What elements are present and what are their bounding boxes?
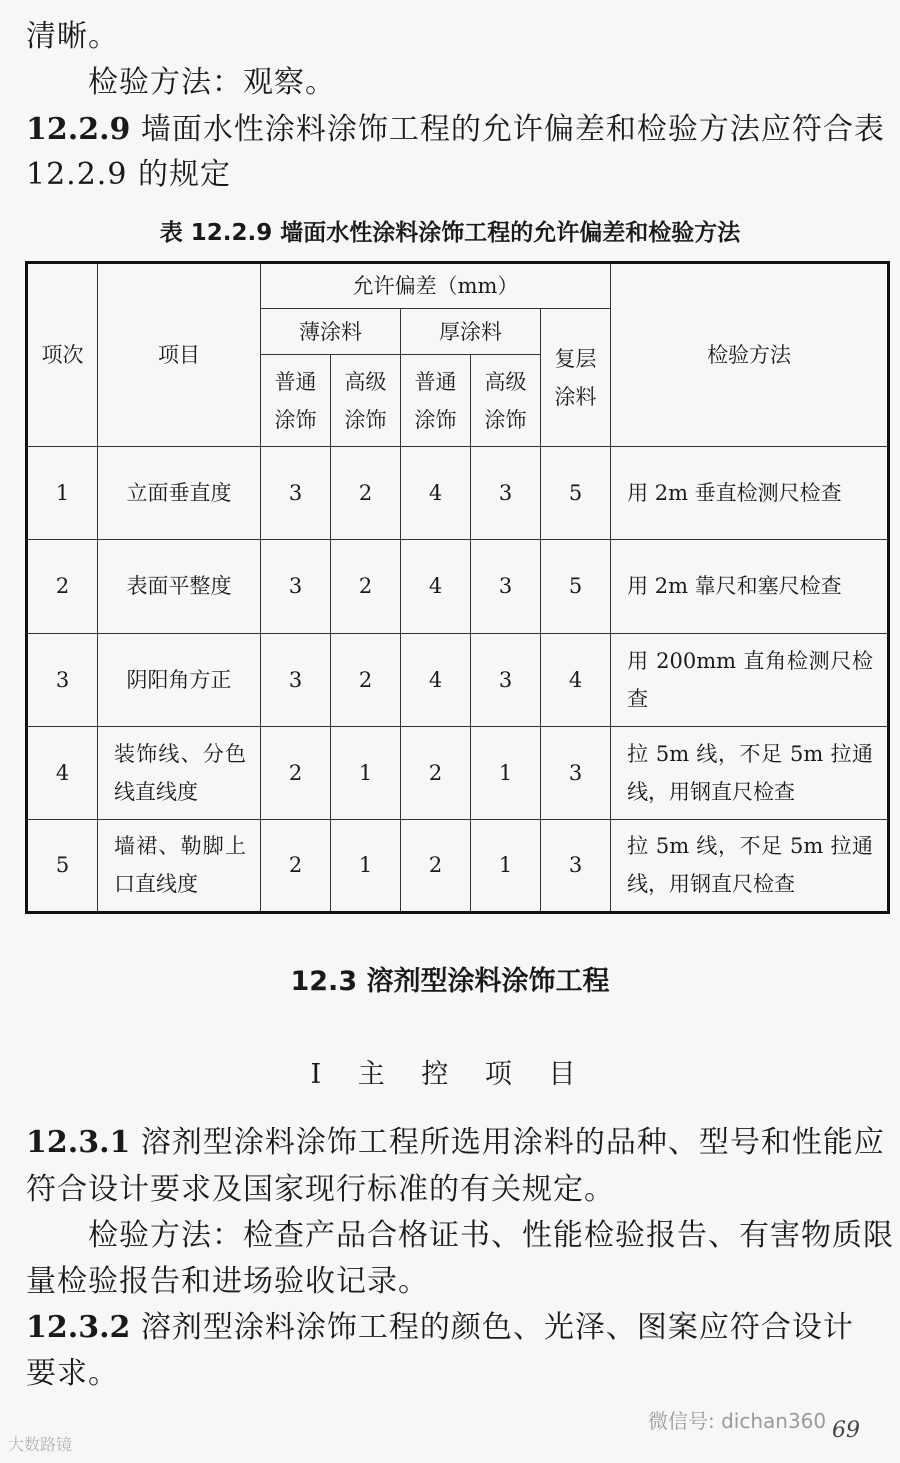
text-line: 清晰。 — [26, 19, 119, 54]
header-thick-coating: 厚涂料 — [401, 309, 541, 355]
text-line: 要求。 — [26, 1356, 119, 1391]
header-item: 项目 — [98, 263, 261, 447]
table-row — [27, 540, 889, 633]
cell-no: 3 — [27, 633, 98, 726]
cell-value: 2 — [401, 819, 471, 912]
clause-text: 溶剂型涂料涂饰工程所选用涂料的品种、型号和性能应 — [130, 1125, 885, 1160]
cell-value: 5 — [541, 447, 611, 540]
cell-no: 1 — [27, 447, 98, 540]
cell-value: 2 — [331, 447, 401, 540]
header-normal-finish: 普通涂饰 — [261, 355, 331, 447]
clause-number: 12.3.1 — [26, 1125, 131, 1160]
source-watermark: 大数路镜 — [8, 1435, 73, 1454]
cell-value: 2 — [401, 726, 471, 819]
cell-method: 拉 5m 线，不足 5m 拉通线，用钢直尺检查 — [611, 726, 889, 819]
cell-value: 4 — [401, 540, 471, 633]
header-no: 项次 — [27, 263, 98, 447]
cell-value: 3 — [261, 540, 331, 633]
text-line: 12.2.9 的规定 — [26, 157, 231, 192]
cell-item: 装饰线、分色线直线度 — [98, 726, 261, 819]
table-row — [27, 633, 889, 726]
cell-value: 3 — [471, 447, 541, 540]
page-number: 69 — [832, 1418, 860, 1443]
cell-value: 1 — [331, 726, 401, 819]
clause-text: 墙面水性涂料涂饰工程的允许偏差和检验方法应符合表 — [130, 112, 885, 147]
clause-12-3-2 — [26, 1308, 854, 1348]
clause-number: 12.2.9 — [26, 112, 131, 147]
cell-value: 2 — [261, 726, 331, 819]
cell-value: 3 — [261, 633, 331, 726]
cell-item: 墙裙、勒脚上口直线度 — [98, 819, 261, 912]
header-method: 检验方法 — [611, 263, 889, 447]
cell-value: 3 — [261, 447, 331, 540]
cell-value: 3 — [471, 540, 541, 633]
tolerance-table — [25, 261, 890, 914]
clause-12-2-9 — [26, 110, 885, 150]
inspection-method-line: 检验方法：检查产品合格证书、性能检验报告、有害物质限 — [88, 1218, 894, 1253]
header-multilayer: 复层涂料 — [541, 309, 611, 447]
header-tolerance: 允许偏差（mm） — [261, 263, 611, 309]
cell-method: 用 200mm 直角检测尺检查 — [611, 633, 889, 726]
header-high-finish: 高级涂饰 — [471, 355, 541, 447]
header-high-finish: 高级涂饰 — [331, 355, 401, 447]
cell-value: 3 — [541, 819, 611, 912]
text-line: 量检验报告和进场验收记录。 — [26, 1264, 429, 1299]
cell-value: 1 — [471, 726, 541, 819]
cell-method: 用 2m 靠尺和塞尺检查 — [611, 540, 889, 633]
cell-no: 2 — [27, 540, 98, 633]
wechat-watermark: 微信号: dichan360 — [648, 1409, 827, 1433]
cell-value: 2 — [331, 633, 401, 726]
cell-value: 1 — [471, 819, 541, 912]
cell-no: 4 — [27, 726, 98, 819]
clause-text: 溶剂型涂料涂饰工程的颜色、光泽、图案应符合设计 — [130, 1310, 854, 1345]
section-heading: 12.3 溶剂型涂料涂饰工程 — [290, 966, 610, 997]
clause-12-3-1 — [26, 1123, 885, 1163]
cell-value: 3 — [471, 633, 541, 726]
cell-method: 拉 5m 线，不足 5m 拉通线，用钢直尺检查 — [611, 819, 889, 912]
table-title: 表 12.2.9 墙面水性涂料涂饰工程的允许偏差和检验方法 — [159, 220, 741, 246]
cell-item: 表面平整度 — [98, 540, 261, 633]
cell-value: 2 — [261, 819, 331, 912]
cell-item: 立面垂直度 — [98, 447, 261, 540]
text-line: 符合设计要求及国家现行标准的有关规定。 — [26, 1172, 615, 1207]
clause-number: 12.3.2 — [26, 1310, 131, 1345]
cell-method: 用 2m 垂直检测尺检查 — [611, 447, 889, 540]
cell-value: 5 — [541, 540, 611, 633]
header-normal-finish: 普通涂饰 — [401, 355, 471, 447]
subsection-heading: Ⅰ 主 控 项 目 — [310, 1059, 590, 1090]
table-row — [27, 726, 889, 819]
cell-value: 4 — [401, 633, 471, 726]
table-row — [27, 447, 889, 540]
inspection-method-line: 检验方法：观察。 — [88, 65, 336, 100]
cell-value: 3 — [541, 726, 611, 819]
header-thin-coating: 薄涂料 — [261, 309, 401, 355]
cell-item: 阴阳角方正 — [98, 633, 261, 726]
cell-value: 4 — [541, 633, 611, 726]
table-row — [27, 819, 889, 912]
cell-value: 4 — [401, 447, 471, 540]
cell-no: 5 — [27, 819, 98, 912]
cell-value: 2 — [331, 540, 401, 633]
cell-value: 1 — [331, 819, 401, 912]
